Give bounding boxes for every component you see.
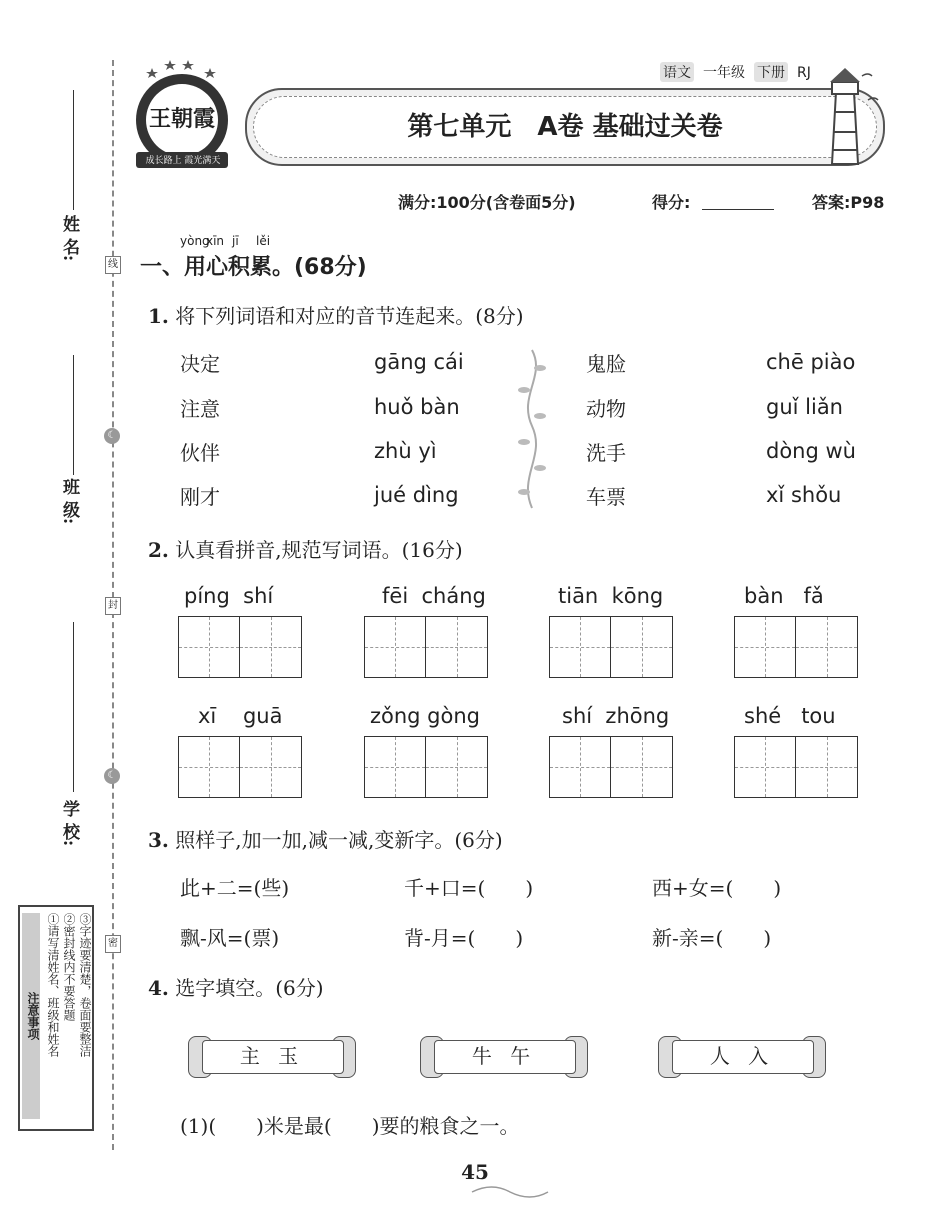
option-scroll [418,1026,586,1082]
q1-left-word: 伙伴 [180,441,220,465]
seal-tag-mi: 密 [105,935,121,953]
writing-grid[interactable] [549,736,673,798]
moon-icon: ☾ [104,768,120,784]
q1-left-word: 决定 [180,352,220,376]
class-label: 班 级: [59,478,79,525]
notice-item: ②密封线内不要答题 [62,913,76,1021]
name-line [73,90,74,210]
question-1: 1. 将下列词语和对应的音节连起来。(8分) [148,304,524,328]
logo-text: 王朝霞 [148,106,215,132]
writing-grid[interactable] [178,736,302,798]
volume-badge: 下册 [754,62,788,82]
q2-pinyin: xī guā [198,704,283,728]
seal-tag-xian: 线 [105,256,121,274]
q1-right-word: 鬼脸 [586,352,626,376]
q2-pinyin: shé tou [744,704,836,728]
notice-item: ①请写清姓名、班级和姓名 [46,913,60,1057]
score-input-line[interactable] [702,209,774,210]
q1-right-pinyin: dòng wù [766,439,856,463]
q2-pinyin: zǒng gòng [370,704,481,728]
question-3: 3. 照样子,加一加,减一减,变新字。(6分) [148,828,503,852]
option-chars: 牛 午 [471,1044,537,1068]
q1-right-word: 车票 [586,485,626,509]
logo-slogan: 成长路上 霞光满天 [145,156,221,166]
q2-pinyin: píng shí [184,584,274,608]
q4-sentence[interactable]: (1)( )米是最( )要的粮食之一。 [180,1114,520,1138]
option-scroll [186,1026,354,1082]
section-title: 一、用心积累。(68分) [140,255,367,280]
q2-pinyin: fēi cháng [382,584,486,608]
subject-badge: 语文 [660,62,694,82]
edition-text: RJ [797,65,811,81]
q1-right-word: 动物 [586,397,626,421]
q2-pinyin: shí zhōng [562,704,670,728]
q2-pinyin: tiān kōng [558,584,664,608]
q1-right-word: 洗手 [586,441,626,465]
q1-left-word: 刚才 [180,485,220,509]
option-chars: 人 入 [709,1044,775,1068]
notice-item: ③字迹要清楚，卷面要整洁 [78,913,92,1057]
school-line [73,622,74,792]
q1-left-pinyin: zhù yì [374,439,437,463]
q3-equation[interactable]: 千+口=( ) [404,876,534,900]
lighthouse-icon [818,62,888,166]
writing-grid[interactable] [364,616,488,678]
q3-equation: 飘-风=(票) [180,926,280,950]
q1-left-word: 注意 [180,397,220,421]
page-title: 第七单元 A卷 基础过关卷 [407,112,723,142]
notice-box [18,905,94,1131]
q1-right-pinyin: guǐ liǎn [766,395,843,419]
q3-equation: 此+二=(些) [180,876,290,900]
full-score: 满分:100分(含卷面5分) [398,193,576,212]
page-number: 45 [461,1160,489,1184]
writing-grid[interactable] [734,736,858,798]
option-chars: 主 玉 [239,1044,305,1068]
seal-tag-feng: 封 [105,597,121,615]
answer-reference: 答案:P98 [812,193,885,212]
class-line [73,355,74,475]
q3-equation[interactable]: 背-月=( ) [404,926,524,950]
name-label: 姓 名: [59,215,79,262]
q1-left-pinyin: gāng cái [374,350,464,374]
question-2: 2. 认真看拼音,规范写词语。(16分) [148,538,463,562]
q1-right-pinyin: chē piào [766,350,856,374]
moon-icon: ☾ [104,428,120,444]
option-scroll [656,1026,824,1082]
title-banner [245,88,885,166]
brand-logo [128,58,236,174]
q3-equation[interactable]: 西+女=( ) [652,876,782,900]
q3-equation[interactable]: 新-亲=( ) [652,926,772,950]
q1-right-pinyin: xǐ shǒu [766,483,842,507]
section-pinyin: yòngxīn jī lěi [180,234,271,248]
vine-divider-icon [512,346,552,512]
q2-pinyin: bàn fǎ [744,584,824,608]
grade-text: 一年级 [703,65,745,81]
course-info [660,62,820,82]
writing-grid[interactable] [734,616,858,678]
q1-left-pinyin: jué dìng [374,483,459,507]
school-label: 学 校: [59,800,79,847]
page-ornament-icon [470,1184,550,1198]
writing-grid[interactable] [364,736,488,798]
q1-left-pinyin: huǒ bàn [374,395,460,419]
writing-grid[interactable] [178,616,302,678]
score-label: 得分: [652,193,691,212]
writing-grid[interactable] [549,616,673,678]
notice-title: 注意事项 [22,913,40,1119]
question-4: 4. 选字填空。(6分) [148,976,324,1000]
